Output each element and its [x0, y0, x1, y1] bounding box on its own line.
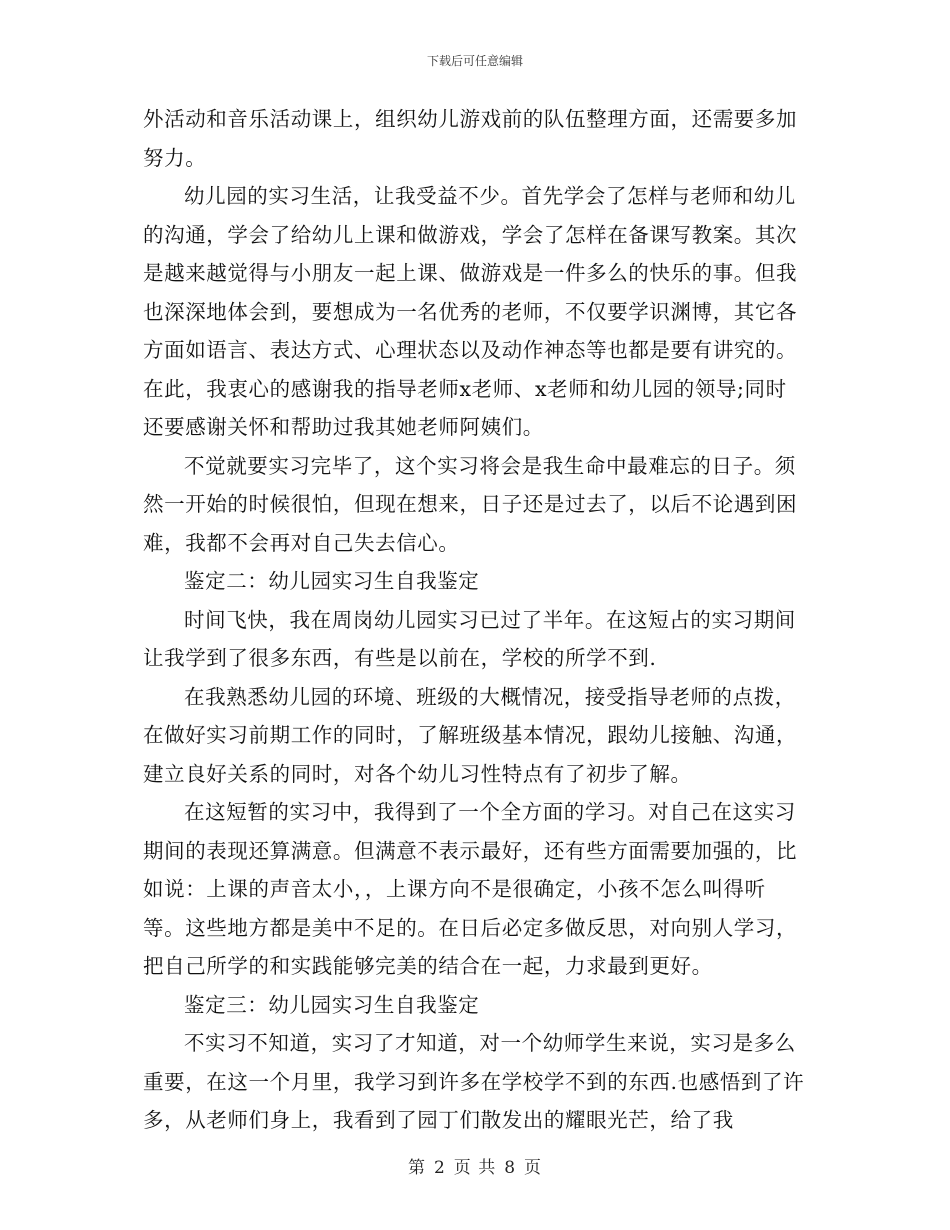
- paragraph-1: 外活动和音乐活动课上，组织幼儿游戏前的队伍整理方面，还需要多加努力。: [143, 107, 798, 170]
- footer-page-number: 2: [433, 1158, 446, 1178]
- section-heading-3: 鉴定三：幼儿园实习生自我鉴定: [184, 992, 480, 1017]
- page-footer: [0, 1153, 950, 1178]
- footer-suffix: 页: [524, 1158, 543, 1178]
- paragraph-5: 在我熟悉幼儿园的环境、班级的大概情况，接受指导老师的点拨，在做好实习前期工作的同时，了解班级基本情况，跟幼儿接触、沟通，建立良好关系的同时，对各个幼儿习性特点有了初步了解。: [143, 684, 798, 786]
- paragraph-4: 时间飞快，我在周岗幼儿园实习已过了半年。在这短占的实习期间让我学到了很多东西，有些是以前在，学校的所学不到.: [143, 607, 796, 670]
- footer-total-pages: 8: [504, 1158, 517, 1178]
- page-header: 下载后可任意编辑: [426, 54, 523, 68]
- body-text: [143, 100, 807, 1140]
- paragraph-6: 在这短暂的实习中，我得到了一个全方面的学习。对自己在这实习期间的表现还算满意。但满意不表示最好，还有些方面需要加强的，比如说：上课的声音太小，，上课方向不是很确定，小孩不怎么叫得听等。这些地方都是美中不足的。在日后必定多做反思，对向别人学习，把自己所学的和实践能够完美的结合在一起，力求最到更好。: [143, 800, 798, 978]
- paragraph-2: 幼儿园的实习生活，让我受益不少。首先学会了怎样与老师和幼儿的沟通，学会了给幼儿上课和做游戏，学会了怎样在备课写教案。其次是越来越觉得与小朋友一起上课、做游戏是一件多么的快乐的事。但我也深深地体会到，要想成为一名优秀的老师，不仅要学识渊博，其它各方面如语言、表达方式、心理状态以及动作神态等也都是要有讲究的。在此，我衷心的感谢我的指导老师x老师、x老师和幼儿园的领导;同时还要感谢关怀和帮助过我其她老师阿姨们。: [143, 184, 798, 439]
- footer-prefix: 第: [407, 1158, 426, 1178]
- footer-mid: 页 共: [453, 1158, 497, 1178]
- paragraph-3: 不觉就要实习完毕了，这个实习将会是我生命中最难忘的日子。须然一开始的时候很怕，但现在想来，日子还是过去了，以后不论遇到困难，我都不会再对自己失去信心。: [143, 453, 798, 555]
- section-heading-2: 鉴定二：幼儿园实习生自我鉴定: [184, 569, 480, 593]
- paragraph-7: 不实习不知道，实习了才知道，对一个幼师学生来说，实习是多么重要，在这一个月里，我学习到许多在学校学不到的东西.也感悟到了许多，从老师们身上，我看到了园丁们散发出的耀眼光芒，给了我: [143, 1031, 805, 1132]
